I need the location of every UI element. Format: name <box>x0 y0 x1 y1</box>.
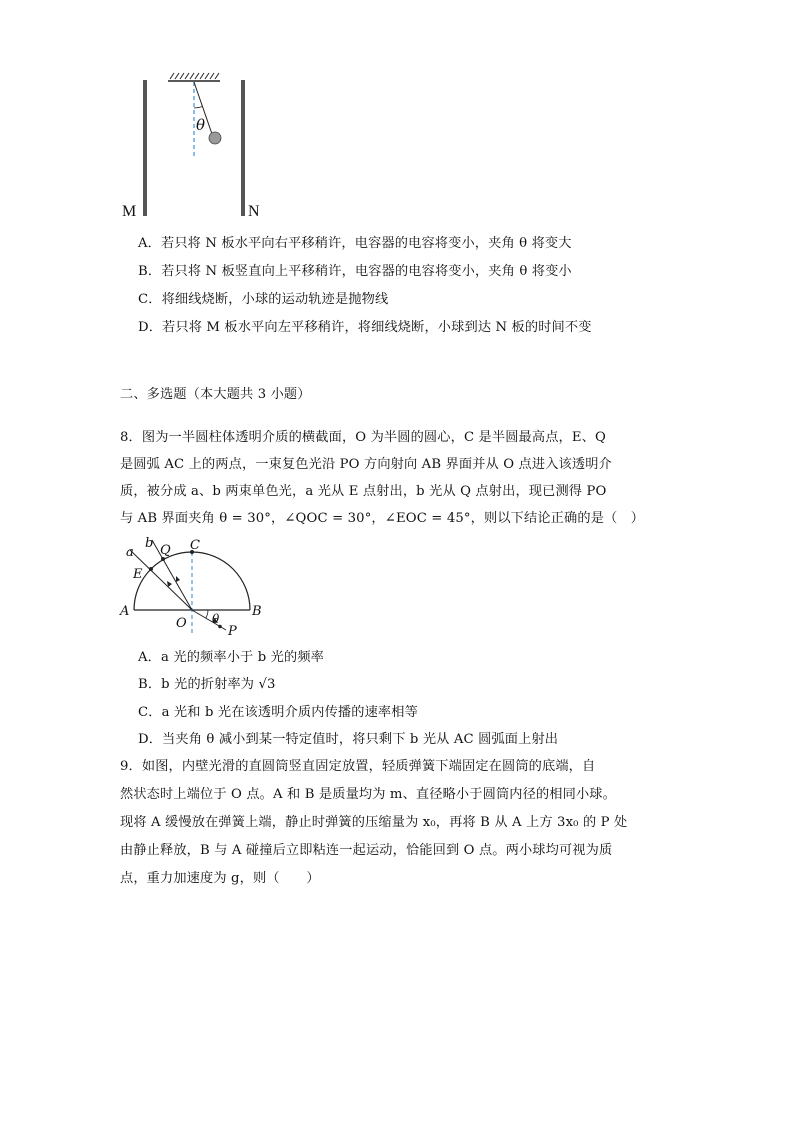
q9-stem-line: 9．如图，内壁光滑的直圆筒竖直固定放置，轻质弹簧下端固定在圆筒的底端，自 <box>120 759 596 774</box>
label-c: C <box>190 538 200 553</box>
label-A: A <box>120 604 130 619</box>
plate-n <box>241 80 245 216</box>
q8-figure <box>116 534 276 644</box>
q8-option-d: D．当夹角 θ 减小到某一特定值时，将只剩下 b 光从 AC 圆弧面上射出 <box>138 732 559 747</box>
label-q: Q <box>160 543 171 558</box>
charged-ball <box>209 132 221 144</box>
q9-stem-line: 由静止释放，B 与 A 碰撞后立即粘连一起运动，恰能回到 O 点。两小球均可视为质 <box>120 843 613 858</box>
label-a-ray: a <box>126 545 134 560</box>
label-n: N <box>248 203 260 220</box>
ray-b-arrow <box>176 576 180 582</box>
ceiling-hatch <box>168 73 220 81</box>
q8-option-a: A．a 光的频率小于 b 光的频率 <box>138 650 325 665</box>
q9-stem-line: 现将 A 缓慢放在弹簧上端，静止时弹簧的压缩量为 x₀，再将 B 从 A 上方 3x₀ 的 P 处 <box>120 815 628 830</box>
ray-b <box>152 540 192 610</box>
plate-m <box>143 80 147 216</box>
theta-arc <box>194 107 203 109</box>
q8-option-b: B．b 光的折射率为 √3 <box>138 677 276 692</box>
q8-stem-line: 质，被分成 a、b 两束单色光，a 光从 E 点射出，b 光从 Q 点射出，现已测得 PO <box>120 484 607 499</box>
q7-option-d: D．若只将 M 板水平向左平移稍许，将细线烧断，小球到达 N 板的时间不变 <box>138 320 592 335</box>
point-e-dot <box>149 567 153 571</box>
q8-option-c: C．a 光和 b 光在该透明介质内传播的速率相等 <box>138 705 418 720</box>
theta-arc <box>206 610 208 618</box>
label-b-ray: b <box>145 536 154 551</box>
label-p: P <box>228 624 237 639</box>
label-theta: θ <box>212 612 220 626</box>
q9-stem-line: 然状态时上端位于 O 点。A 和 B 是质量均为 m、直径略小于圆筒内径的相同小球。 <box>120 787 616 802</box>
label-o: O <box>176 616 187 631</box>
q7-option-b: B．若只将 N 板竖直向上平移稍许，电容器的电容将变小，夹角 θ 将变小 <box>138 264 572 279</box>
q7-figure <box>118 64 278 224</box>
q8-stem-line: 8．图为一半圆柱体透明介质的横截面，O 为半圆的圆心，C 是半圆最高点，E、Q <box>120 430 606 445</box>
q7-option-a: A．若只将 N 板水平向右平移稍许，电容器的电容将变小，夹角 θ 将变大 <box>138 236 572 251</box>
theta-label: θ <box>196 116 206 134</box>
q7-option-c: C．将细线烧断，小球的运动轨迹是抛物线 <box>138 292 389 307</box>
label-e: E <box>133 567 143 582</box>
section-title: 二、多选题（本大题共 3 小题） <box>120 387 311 402</box>
label-B: B <box>252 604 262 619</box>
q8-stem-line: 是圆弧 AC 上的两点，一束复色光沿 PO 方向射向 AB 界面并从 O 点进入该透明介 <box>120 457 612 472</box>
q9-stem-line: 点，重力加速度为 g，则（ ） <box>120 871 320 886</box>
q8-stem-line: 与 AB 界面夹角 θ = 30°，∠QOC = 30°，∠EOC = 45°，则以下结论正确的是（ ） <box>120 511 645 526</box>
label-m: M <box>122 203 137 220</box>
